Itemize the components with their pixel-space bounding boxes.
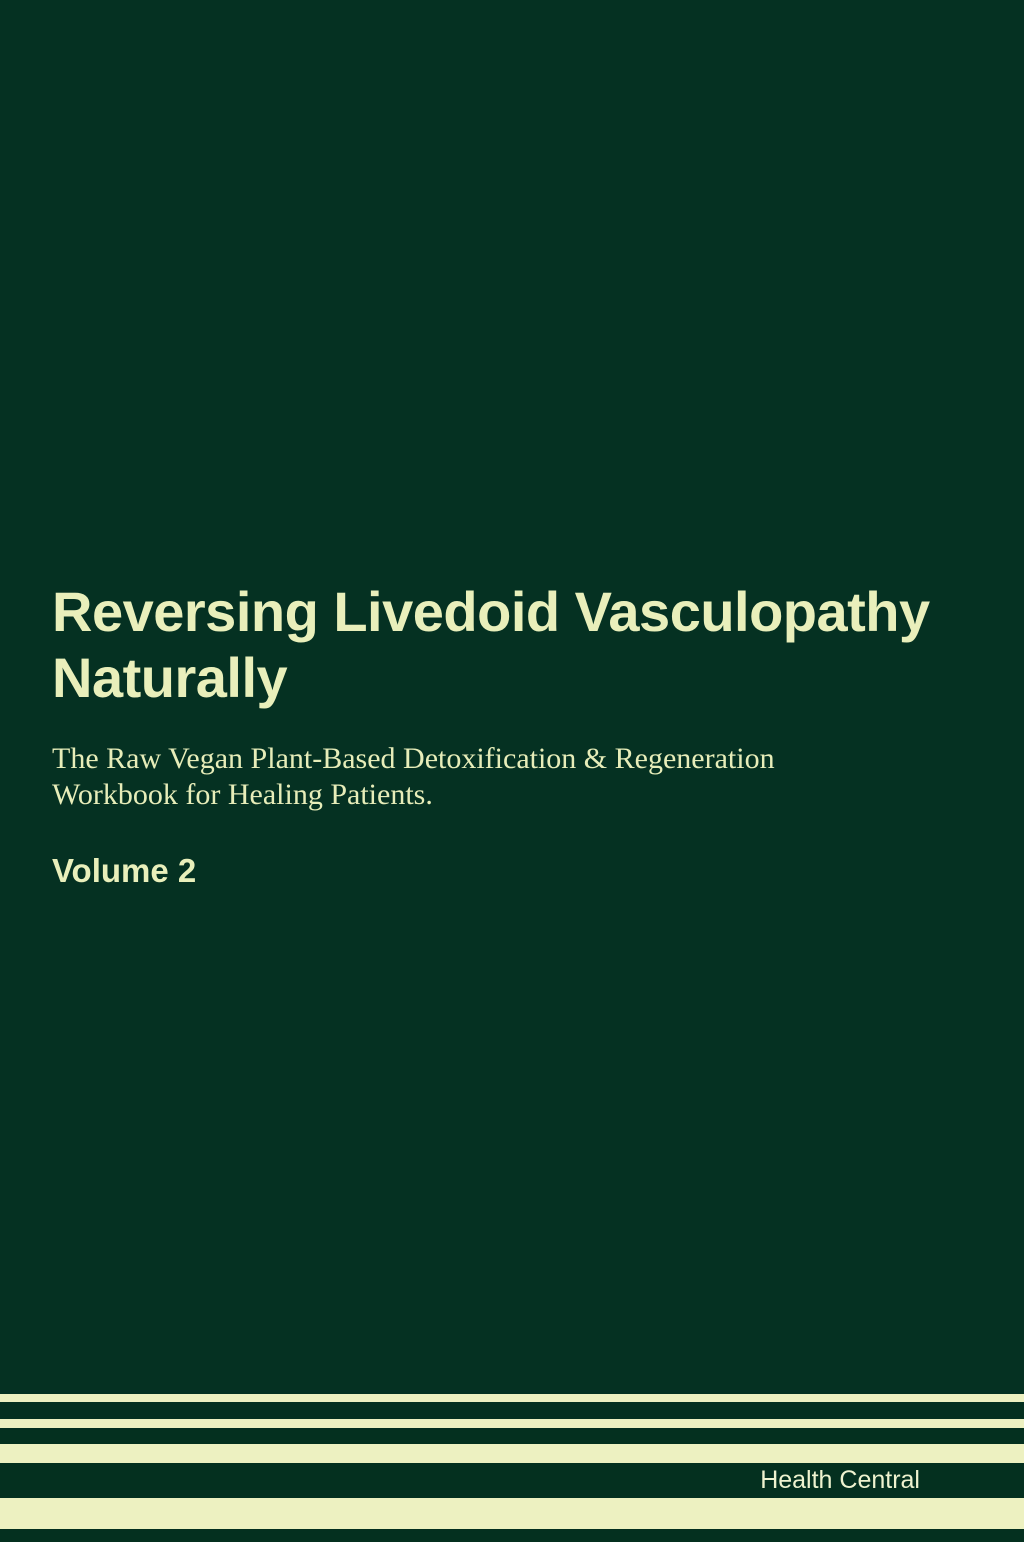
footer-stripe-bottom xyxy=(0,1529,1024,1542)
publisher-name: Health Central xyxy=(760,1466,920,1494)
book-title-line-1: Reversing Livedoid Vasculopathy xyxy=(52,580,930,643)
volume-label: Volume 2 xyxy=(52,852,197,889)
book-title-line-2: Naturally xyxy=(52,646,288,709)
publisher-band xyxy=(0,1463,1024,1498)
footer-stripe-medium xyxy=(0,1444,1024,1463)
book-title xyxy=(52,579,930,711)
footer-stripe-dark-1 xyxy=(0,1402,1024,1419)
footer-stripe-dark-2 xyxy=(0,1428,1024,1444)
footer-stripe-thick xyxy=(0,1498,1024,1529)
book-subtitle-line-1: The Raw Vegan Plant-Based Detoxification & Regeneration xyxy=(52,742,775,775)
footer-stripe-thin-2 xyxy=(0,1419,1024,1428)
book-subtitle-line-2: Workbook for Healing Patients. xyxy=(52,778,433,811)
footer-stripe-thin-1 xyxy=(0,1394,1024,1402)
footer-stripes xyxy=(0,1394,1024,1542)
book-subtitle xyxy=(52,741,775,813)
